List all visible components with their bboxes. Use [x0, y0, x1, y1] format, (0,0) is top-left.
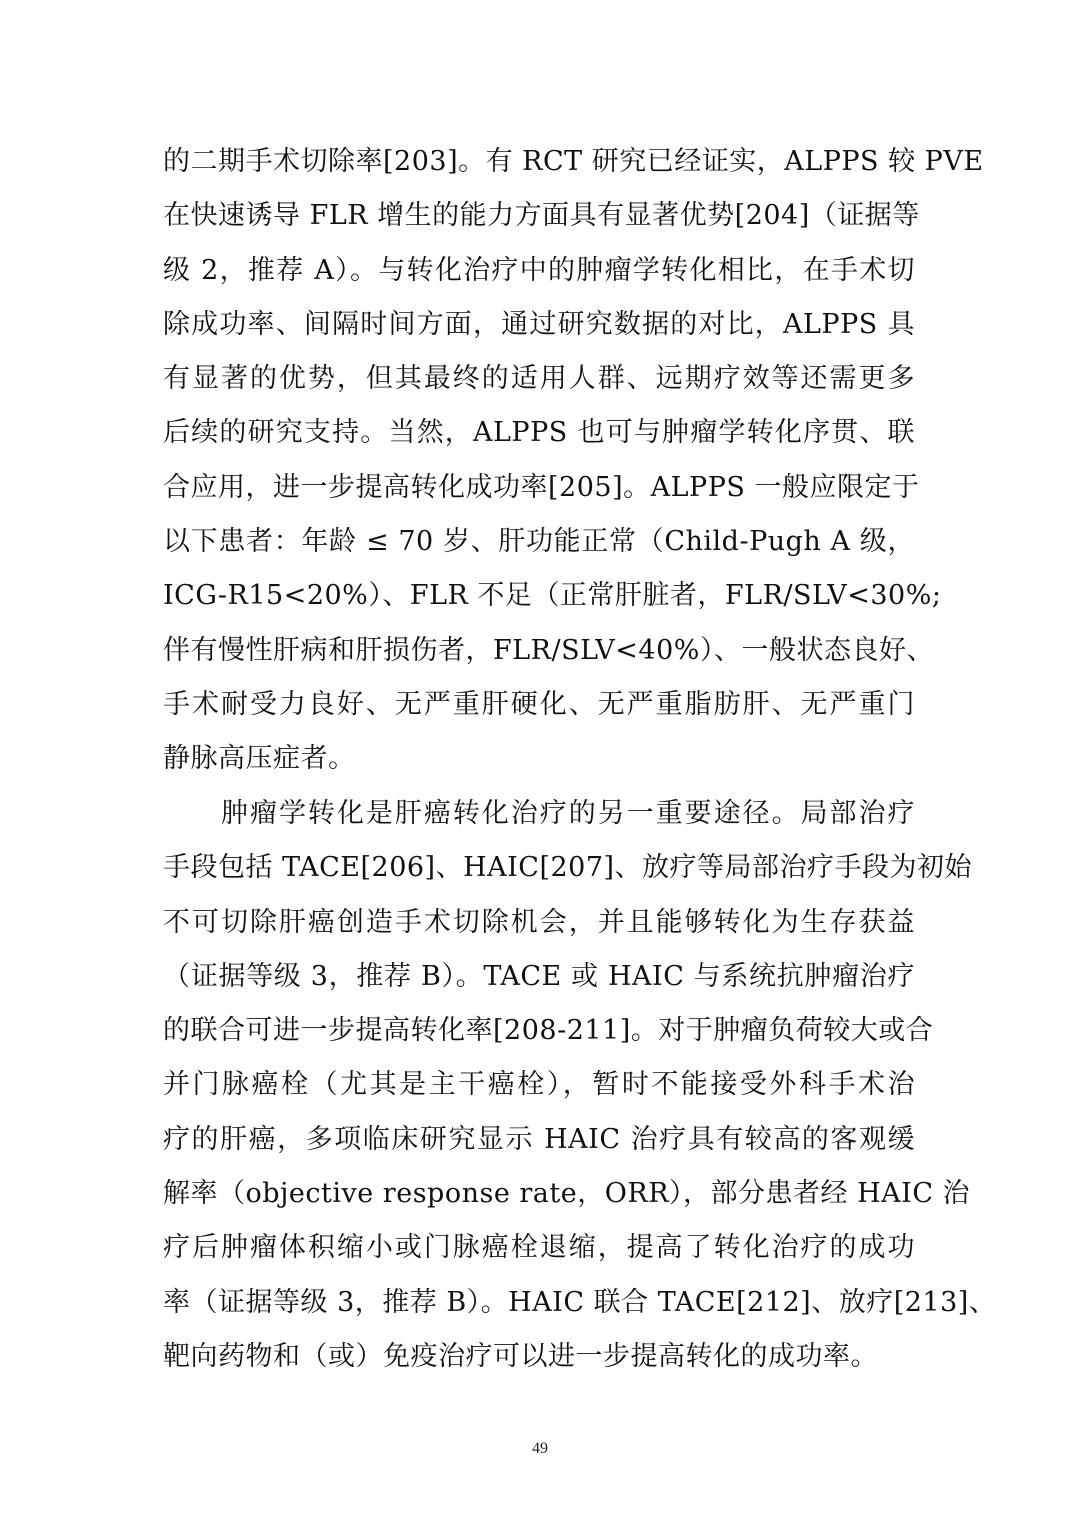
text-line: 疗的肝癌，多项临床研究显示 HAIC 治疗具有较高的客观缓	[163, 1123, 915, 1155]
text-line: 以下患者：年龄 ≤ 70 岁、肝功能正常（Child-Pugh A 级，	[163, 526, 915, 558]
text-line: 后续的研究支持。当然，ALPPS 也可与肿瘤学转化序贯、联	[163, 417, 915, 449]
paragraph-2	[163, 787, 997, 1384]
text-line: 除成功率、间隔时间方面，通过研究数据的对比，ALPPS 具	[163, 308, 915, 340]
text-line: ICG-R15<20%）、FLR 不足（正常肝脏者，FLR/SLV<30%;	[163, 580, 942, 612]
text-line: 不可切除肝癌创造手术切除机会，并且能够转化为生存获益	[163, 906, 915, 938]
text-line: 伴有慢性肝病和肝损伤者，FLR/SLV<40%）、一般状态良好、	[163, 634, 934, 666]
text-line: 手术耐受力良好、无严重肝硬化、无严重脂肪肝、无严重门	[163, 688, 915, 720]
text-line: 解率（objective response rate，ORR），部分患者经 HAIC 治	[163, 1178, 971, 1210]
text-line: 合应用，进一步提高转化成功率[205]。ALPPS 一般应限定于	[163, 471, 920, 503]
text-line: 的二期手术切除率[203]。有 RCT 研究已经证实，ALPPS 较 PVE	[163, 146, 984, 177]
text-line: 在快速诱导 FLR 增生的能力方面具有显著优势[204]（证据等	[163, 200, 920, 232]
paragraph-1	[163, 135, 984, 787]
text-line: 静脉高压症者。	[163, 743, 356, 775]
text-line: 的联合可进一步提高转化率[208-211]。对于肿瘤负荷较大或合	[163, 1015, 934, 1047]
text-line: 疗后肿瘤体积缩小或门脉癌栓退缩，提高了转化治疗的成功	[163, 1232, 915, 1264]
text-line: 靶向药物和（或）免疫治疗可以进一步提高转化的成功率。	[163, 1340, 878, 1372]
text-line: 有显著的优势，但其最终的适用人群、远期疗效等还需更多	[163, 363, 915, 395]
page-number: 49	[532, 1440, 548, 1457]
text-line: 肿瘤学转化是肝癌转化治疗的另一重要途径。局部治疗	[221, 798, 915, 829]
text-line: 并门脉癌栓（尤其是主干癌栓），暂时不能接受外科手术治	[163, 1069, 915, 1101]
text-line: 级 2，推荐 A）。与转化治疗中的肿瘤学转化相比，在手术切	[163, 254, 915, 286]
text-line: 率（证据等级 3，推荐 B）。HAIC 联合 TACE[212]、放疗[213]、	[163, 1286, 997, 1318]
text-line: （证据等级 3，推荐 B）。TACE 或 HAIC 与系统抗肿瘤治疗	[163, 960, 915, 992]
text-line: 手段包括 TACE[206]、HAIC[207]、放疗等局部治疗手段为初始	[163, 852, 973, 884]
